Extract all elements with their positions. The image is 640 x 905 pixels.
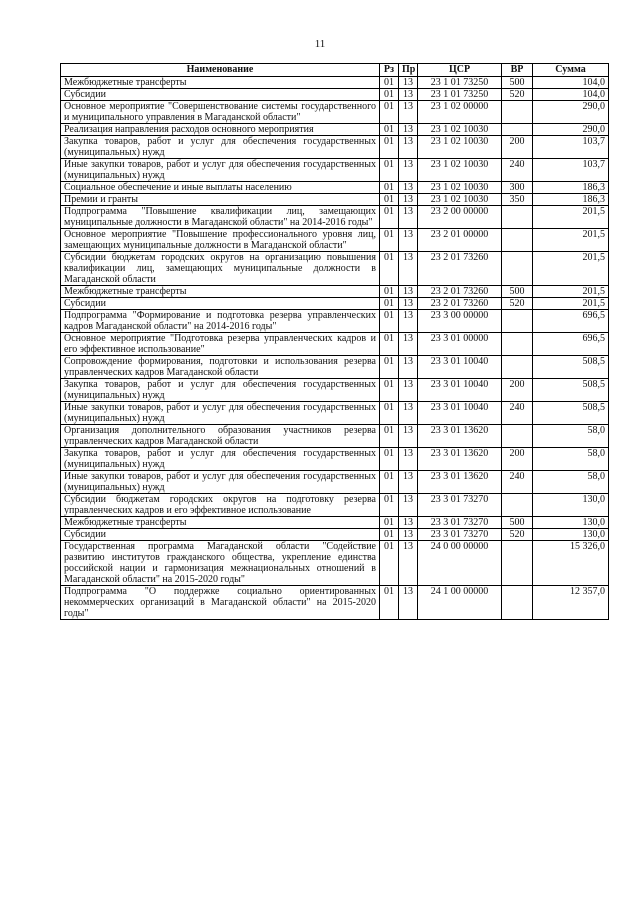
row-rz-cell: 01 <box>380 89 399 101</box>
row-vr-cell: 300 <box>502 182 533 194</box>
row-name-cell: Межбюджетные трансферты <box>61 77 380 89</box>
row-pr-cell: 13 <box>399 356 418 379</box>
row-sum-cell: 58,0 <box>533 425 609 448</box>
row-vr-cell: 500 <box>502 77 533 89</box>
row-csr-cell: 23 2 01 73260 <box>418 252 502 286</box>
row-sum-cell: 290,0 <box>533 101 609 124</box>
row-name-cell: Межбюджетные трансферты <box>61 517 380 529</box>
row-name-cell: Основное мероприятие "Подготовка резерва управленческих кадров и его эффективное использование" <box>61 333 380 356</box>
row-name-cell: Социальное обеспечение и иные выплаты населению <box>61 182 380 194</box>
row-vr-cell <box>502 206 533 229</box>
row-sum-cell: 696,5 <box>533 333 609 356</box>
row-sum-cell: 201,5 <box>533 298 609 310</box>
row-name-cell: Субсидии бюджетам городских округов на организацию повышения квалификации лиц, замещающих муниципальные должности в Магаданской области <box>61 252 380 286</box>
row-csr-cell: 23 1 02 10030 <box>418 159 502 182</box>
row-csr-cell: 23 3 01 13620 <box>418 425 502 448</box>
header-sum: Сумма <box>533 64 609 77</box>
row-vr-cell <box>502 586 533 620</box>
row-rz-cell: 01 <box>380 356 399 379</box>
row-sum-cell: 290,0 <box>533 124 609 136</box>
row-name-cell: Основное мероприятие "Совершенствование системы государственного и муниципального управления в Магаданской области" <box>61 101 380 124</box>
row-name-cell: Государственная программа Магаданской области "Содействие развитию институтов гражданского общества, укрепление единства российской нации и гармонизация межнациональных отношений в Магаданской области" на 2015-2020 годы" <box>61 541 380 586</box>
row-rz-cell: 01 <box>380 448 399 471</box>
row-rz-cell: 01 <box>380 529 399 541</box>
table-row <box>61 77 609 89</box>
row-pr-cell: 13 <box>399 124 418 136</box>
row-pr-cell: 13 <box>399 471 418 494</box>
row-rz-cell: 01 <box>380 124 399 136</box>
row-sum-cell: 508,5 <box>533 379 609 402</box>
row-rz-cell: 01 <box>380 425 399 448</box>
table-row <box>61 356 609 379</box>
row-vr-cell <box>502 124 533 136</box>
row-rz-cell: 01 <box>380 333 399 356</box>
row-pr-cell: 13 <box>399 448 418 471</box>
row-rz-cell: 01 <box>380 182 399 194</box>
row-csr-cell: 23 3 01 13620 <box>418 448 502 471</box>
row-rz-cell: 01 <box>380 252 399 286</box>
row-sum-cell: 103,7 <box>533 159 609 182</box>
header-rz: Рз <box>380 64 399 77</box>
table-row <box>61 194 609 206</box>
row-name-cell: Подпрограмма "Повышение квалификации лиц, замещающих муниципальные должности в Магаданской области" на 2014-2016 годы" <box>61 206 380 229</box>
row-vr-cell: 500 <box>502 286 533 298</box>
row-rz-cell: 01 <box>380 471 399 494</box>
row-sum-cell: 130,0 <box>533 494 609 517</box>
row-name-cell: Закупка товаров, работ и услуг для обеспечения государственных (муниципальных) нужд <box>61 379 380 402</box>
row-sum-cell: 130,0 <box>533 517 609 529</box>
header-name: Наименование <box>61 64 380 77</box>
row-csr-cell: 23 3 01 13620 <box>418 471 502 494</box>
row-sum-cell: 12 357,0 <box>533 586 609 620</box>
row-pr-cell: 13 <box>399 379 418 402</box>
table-row <box>61 252 609 286</box>
row-name-cell: Иные закупки товаров, работ и услуг для обеспечения государственных (муниципальных) нужд <box>61 402 380 425</box>
table-row <box>61 471 609 494</box>
row-pr-cell: 13 <box>399 182 418 194</box>
row-pr-cell: 13 <box>399 229 418 252</box>
row-vr-cell <box>502 333 533 356</box>
row-sum-cell: 186,3 <box>533 194 609 206</box>
row-pr-cell: 13 <box>399 77 418 89</box>
row-sum-cell: 15 326,0 <box>533 541 609 586</box>
row-rz-cell: 01 <box>380 379 399 402</box>
row-csr-cell: 23 3 01 73270 <box>418 517 502 529</box>
table-row <box>61 206 609 229</box>
row-vr-cell <box>502 356 533 379</box>
row-pr-cell: 13 <box>399 494 418 517</box>
row-csr-cell: 23 2 01 73260 <box>418 286 502 298</box>
row-name-cell: Организация дополнительного образования участников резерва управленческих кадров Магаданской области <box>61 425 380 448</box>
row-csr-cell: 23 3 01 10040 <box>418 379 502 402</box>
row-name-cell: Подпрограмма "О поддержке социально ориентированных некоммерческих организаций в Магаданской области" на 2015-2020 годы" <box>61 586 380 620</box>
row-vr-cell <box>502 541 533 586</box>
row-sum-cell: 104,0 <box>533 77 609 89</box>
row-sum-cell: 508,5 <box>533 356 609 379</box>
row-sum-cell: 186,3 <box>533 182 609 194</box>
budget-table <box>60 63 609 620</box>
row-vr-cell <box>502 252 533 286</box>
row-rz-cell: 01 <box>380 517 399 529</box>
row-sum-cell: 508,5 <box>533 402 609 425</box>
row-vr-cell: 200 <box>502 448 533 471</box>
row-name-cell: Сопровождение формирования, подготовки и использования резерва управленческих кадров Магаданской области <box>61 356 380 379</box>
row-csr-cell: 23 2 01 00000 <box>418 229 502 252</box>
row-rz-cell: 01 <box>380 136 399 159</box>
row-name-cell: Закупка товаров, работ и услуг для обеспечения государственных (муниципальных) нужд <box>61 448 380 471</box>
row-sum-cell: 201,5 <box>533 286 609 298</box>
table-row <box>61 159 609 182</box>
row-csr-cell: 23 1 01 73250 <box>418 77 502 89</box>
row-name-cell: Основное мероприятие "Повышение профессионального уровня лиц, замещающих муниципальные должности в Магаданской области" <box>61 229 380 252</box>
row-rz-cell: 01 <box>380 310 399 333</box>
row-pr-cell: 13 <box>399 402 418 425</box>
row-name-cell: Премии и гранты <box>61 194 380 206</box>
row-csr-cell: 23 1 02 10030 <box>418 136 502 159</box>
table-row <box>61 310 609 333</box>
table-row <box>61 229 609 252</box>
row-rz-cell: 01 <box>380 298 399 310</box>
row-sum-cell: 103,7 <box>533 136 609 159</box>
row-pr-cell: 13 <box>399 298 418 310</box>
row-csr-cell: 23 1 02 10030 <box>418 124 502 136</box>
row-sum-cell: 104,0 <box>533 89 609 101</box>
row-rz-cell: 01 <box>380 586 399 620</box>
row-name-cell: Субсидии <box>61 89 380 101</box>
header-pr: Пр <box>399 64 418 77</box>
row-rz-cell: 01 <box>380 494 399 517</box>
row-pr-cell: 13 <box>399 517 418 529</box>
row-pr-cell: 13 <box>399 159 418 182</box>
row-pr-cell: 13 <box>399 89 418 101</box>
row-vr-cell: 200 <box>502 136 533 159</box>
row-name-cell: Реализация направления расходов основного мероприятия <box>61 124 380 136</box>
table-row <box>61 448 609 471</box>
table-row <box>61 89 609 101</box>
row-rz-cell: 01 <box>380 194 399 206</box>
row-rz-cell: 01 <box>380 229 399 252</box>
row-name-cell: Субсидии <box>61 298 380 310</box>
table-row <box>61 541 609 586</box>
row-vr-cell: 520 <box>502 529 533 541</box>
row-csr-cell: 23 3 01 73270 <box>418 494 502 517</box>
row-csr-cell: 23 1 01 73250 <box>418 89 502 101</box>
row-pr-cell: 13 <box>399 101 418 124</box>
row-pr-cell: 13 <box>399 194 418 206</box>
row-rz-cell: 01 <box>380 402 399 425</box>
row-name-cell: Субсидии бюджетам городских округов на подготовку резерва управленческих кадров и его эффективное использование <box>61 494 380 517</box>
row-sum-cell: 201,5 <box>533 206 609 229</box>
row-rz-cell: 01 <box>380 101 399 124</box>
row-sum-cell: 58,0 <box>533 448 609 471</box>
row-name-cell: Межбюджетные трансферты <box>61 286 380 298</box>
row-pr-cell: 13 <box>399 586 418 620</box>
table-row <box>61 402 609 425</box>
row-name-cell: Иные закупки товаров, работ и услуг для обеспечения государственных (муниципальных) нужд <box>61 471 380 494</box>
row-vr-cell: 240 <box>502 159 533 182</box>
row-vr-cell: 350 <box>502 194 533 206</box>
row-csr-cell: 23 3 01 10040 <box>418 356 502 379</box>
row-sum-cell: 201,5 <box>533 252 609 286</box>
row-csr-cell: 23 1 02 00000 <box>418 101 502 124</box>
table-row <box>61 586 609 620</box>
row-name-cell: Субсидии <box>61 529 380 541</box>
row-vr-cell <box>502 310 533 333</box>
table-row <box>61 494 609 517</box>
row-csr-cell: 23 1 02 10030 <box>418 194 502 206</box>
row-name-cell: Иные закупки товаров, работ и услуг для обеспечения государственных (муниципальных) нужд <box>61 159 380 182</box>
row-pr-cell: 13 <box>399 252 418 286</box>
row-sum-cell: 130,0 <box>533 529 609 541</box>
row-csr-cell: 23 3 01 10040 <box>418 402 502 425</box>
row-sum-cell: 201,5 <box>533 229 609 252</box>
table-row <box>61 182 609 194</box>
row-csr-cell: 23 2 00 00000 <box>418 206 502 229</box>
row-rz-cell: 01 <box>380 541 399 586</box>
row-pr-cell: 13 <box>399 333 418 356</box>
row-rz-cell: 01 <box>380 159 399 182</box>
row-rz-cell: 01 <box>380 206 399 229</box>
row-rz-cell: 01 <box>380 77 399 89</box>
row-vr-cell: 500 <box>502 517 533 529</box>
row-rz-cell: 01 <box>380 286 399 298</box>
row-csr-cell: 24 1 00 00000 <box>418 586 502 620</box>
row-vr-cell: 240 <box>502 471 533 494</box>
row-pr-cell: 13 <box>399 529 418 541</box>
row-csr-cell: 23 3 01 73270 <box>418 529 502 541</box>
row-pr-cell: 13 <box>399 541 418 586</box>
table-row <box>61 379 609 402</box>
row-vr-cell: 520 <box>502 89 533 101</box>
header-vr: ВР <box>502 64 533 77</box>
row-pr-cell: 13 <box>399 136 418 159</box>
table-row <box>61 136 609 159</box>
row-pr-cell: 13 <box>399 286 418 298</box>
row-vr-cell <box>502 229 533 252</box>
row-csr-cell: 23 3 01 00000 <box>418 333 502 356</box>
row-vr-cell <box>502 494 533 517</box>
table-row <box>61 286 609 298</box>
table-row <box>61 529 609 541</box>
row-name-cell: Закупка товаров, работ и услуг для обеспечения государственных (муниципальных) нужд <box>61 136 380 159</box>
header-csr: ЦСР <box>418 64 502 77</box>
row-pr-cell: 13 <box>399 206 418 229</box>
table-row <box>61 298 609 310</box>
row-vr-cell: 200 <box>502 379 533 402</box>
row-vr-cell <box>502 101 533 124</box>
row-sum-cell: 696,5 <box>533 310 609 333</box>
page-number: 11 <box>314 38 326 50</box>
row-name-cell: Подпрограмма "Формирование и подготовка резерва управленческих кадров Магаданской области" на 2014-2016 годы" <box>61 310 380 333</box>
row-csr-cell: 23 2 01 73260 <box>418 298 502 310</box>
row-pr-cell: 13 <box>399 425 418 448</box>
table-row <box>61 124 609 136</box>
row-csr-cell: 23 1 02 10030 <box>418 182 502 194</box>
row-sum-cell: 58,0 <box>533 471 609 494</box>
row-csr-cell: 24 0 00 00000 <box>418 541 502 586</box>
table-row <box>61 101 609 124</box>
table-row <box>61 517 609 529</box>
row-vr-cell: 520 <box>502 298 533 310</box>
table-body <box>61 77 609 620</box>
row-vr-cell <box>502 425 533 448</box>
row-csr-cell: 23 3 00 00000 <box>418 310 502 333</box>
table-header-row <box>61 64 609 77</box>
table-row <box>61 333 609 356</box>
row-vr-cell: 240 <box>502 402 533 425</box>
table-row <box>61 425 609 448</box>
row-pr-cell: 13 <box>399 310 418 333</box>
